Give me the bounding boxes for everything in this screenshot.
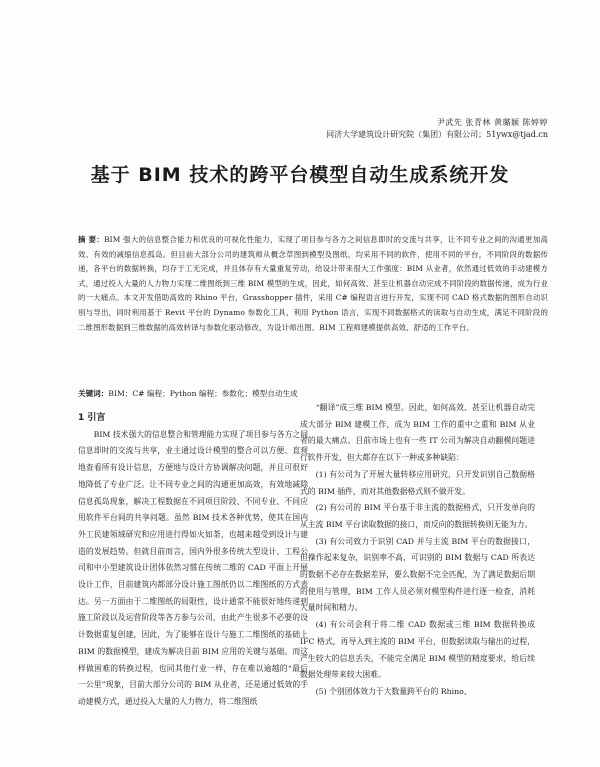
section-heading-introduction: 1 引言 — [78, 413, 106, 423]
keywords — [78, 388, 548, 400]
paper-title: 基于 BIM 技术的跨平台模型自动生成系统开发 — [90, 164, 510, 186]
paragraph: BIM 技术强大的信息整合和管理能力实现了项目参与各方之间信息即时的交流与共享，业主通过设计模型的整合可以方便、直观地查看所有设计信息，方便地与设计方协调解决问题，并且可很好地降低了专业广泛。让不同专业之间的沟通更加高效，有效地减除信息孤岛现象，解决工程数据在不同项目阶段、不同专业、不同应用软件平台间的共享问题。虽然 BIM 技术各种优势，使其在国内外工民建领域研究和应用进行得如火如荼，也越来越受到设计与建造的发展趋势。但就目前而言，国内外很多传统大型设计、工程公司和中小型建筑设计团体依然习惯在传统二维的 CAD 平面上开展设计工作，目前建筑内都部分设计施工图纸仍以二维图纸的方式表达。另一方面由于二维图纸的局限性，设计通常不能很好地传递到施工阶段以及运营阶段等各方参与公司，由此产生很多不必要的设计数据重复创建，因此，为了能够在设计与施工二维图纸的基础上 BIM 的数据模型，建成为解决目前 BIM 应用的关键与基础。而这样做困难的转换过程，也同其他行业一样，存在难以逾越的“最后一公里”现象，目前大部分公司的 BIM 从业者，还是通过低效的手动建模方式，通过投入大量的人力物力，将二维图纸 — [78, 429, 308, 706]
author-list: 尹武先 张青林 黄璐颖 陈婷婷 — [436, 118, 548, 127]
paragraph: (4) 有公司会利于将二维 CAD 数据或三维 BIM 数据转换成 IFC 格式，再导入到主流的 BIM 平台，但数据读取与输出的过程，产生较大的信息丢失，不能完全满足 BIM 模型的精度要求，给后续数据处理带来较大困难。 — [300, 620, 535, 680]
paragraph: “翻译”成三维 BIM 模型。因此，如何高效、甚至让机器自动完成大部分 BIM 建模工作，成为 BIM 工作的重中之重和 BIM 从业者的最大痛点。目前市场上也有一些 IT 公司为解决自动翻模问题进行软件开发，但大都存在以下一种或多种缺陷： — [300, 403, 535, 463]
abstract-label: 摘 要： — [78, 235, 105, 244]
keywords-text: BIM；C# 编程；Python 编程；参数化；模型自动生成 — [108, 389, 298, 398]
abstract — [78, 233, 548, 335]
paragraph: (5) 个别团体效力于大数量跨平台的 Rhino、 — [315, 686, 472, 696]
paragraph: (3) 有公司致力于识别 CAD 并与主流 BIM 平台的数据接口，但操作起来复杂，识别率不高，可识别的 BIM 数据与 CAD 所表达的数据不必存在数据差异，要么数据不完全匹配，为了满足数据后期的使用与管理，BIM 工作人员必须对模型构件进行逐一检查，消耗大量时间和精力。 — [300, 536, 535, 613]
author-affiliation: 同济大学建筑设计研究院（集团）有限公司；51ywx@tjad.cn — [326, 130, 548, 139]
abstract-text: BIM 强大的信息整合能力和优良的可视化性能力，实现了项目参与各方之间信息即时的交流与共享，让不同专业之间的沟通更加高效、有效的减缩信息孤岛。但目前大部分公司的建筑师从概念草图到模型及图纸，均采用不同的软件，使用不同的平台，不同阶段的数据传递，各平台的数据转换，均存于工无完成，并且体存有大量重复劳动，给设计带来很大工作强度：BIM 从业者，依然通过低效的手动建模方式，通过投入大量的人力物力实现二维图纸到三维 BIM 模型的生成，因此，如何高效、甚至让机器自动完成不同阶段的数据传递，成为行业的一大痛点。本文开发借助高效的 Rhino 平台，Grasshopper 插件，采用 C# 编程语言进行开发，实现不同 CAD 格式数据的图形自动识别与导出，同时利用基于 Revit 平台的 Dynamo 参数化工具，利用 Python 语言，实现不同数据格式的读取与自动生成，满足不同阶段的二维图形数据到三维数据的高效转译与参数化驱动修改，为设计师出图、BIM 工程师建模提供高效、舒适的工作平台。 — [78, 235, 548, 332]
paragraph: (2) 有公司的 BIM 平台基于非主流的数据格式，只开发单向的从主流 BIM 平台读取数据的接口，而反向的数据转换则无能为力。 — [300, 503, 535, 529]
left-column — [78, 410, 308, 711]
right-column — [300, 400, 535, 701]
paragraph: (1) 有公司为了开展大量转移应用研究，只开发识别自己数据格式的 BIM 插件，而对其他数据格式则不做开发。 — [300, 469, 535, 496]
keywords-label: 关键词： — [78, 389, 109, 398]
